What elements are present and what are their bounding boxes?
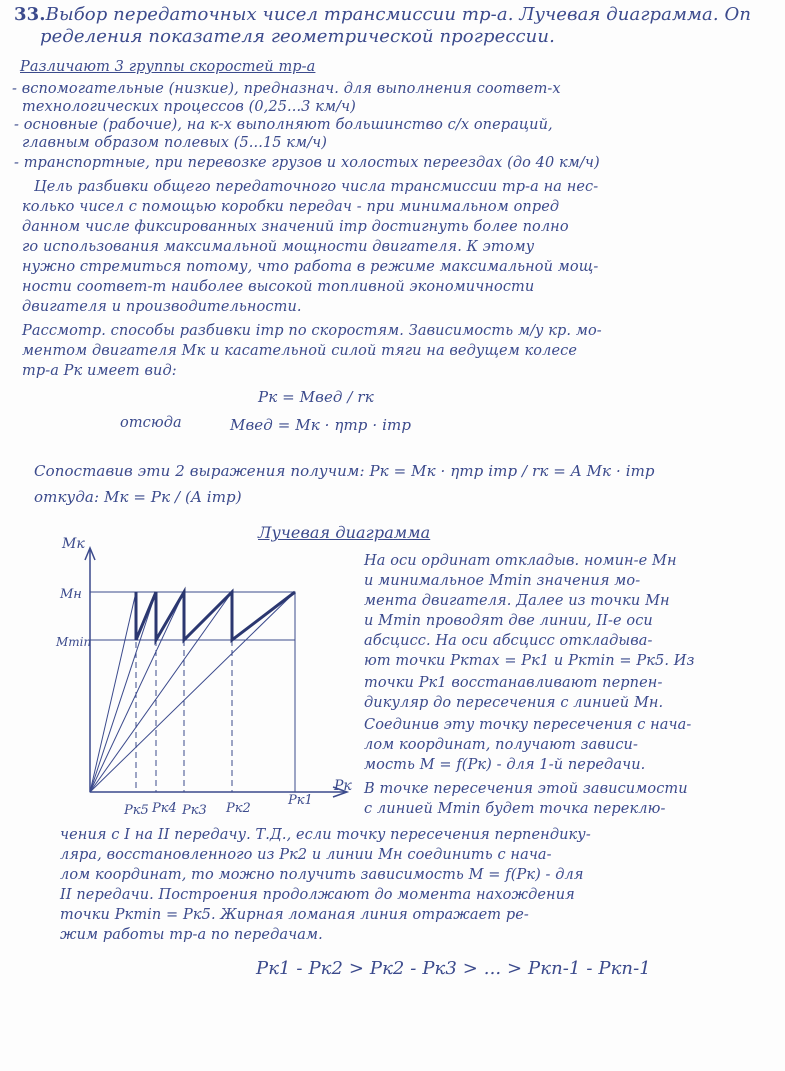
groups-item-1b: технологических процессов (0,25...3 км/ч) — [22, 99, 356, 115]
para2-line-3: тр-а Pк имеет вид: — [22, 363, 177, 379]
para1-line-4: го использования максимальной мощности двигателя. К этому — [22, 239, 535, 255]
y-tick-mmin: Mmin — [56, 635, 92, 649]
x-tick-pk3: Pк3 — [182, 803, 207, 818]
groups-title: Различают 3 группы скоростей тр-а — [20, 59, 316, 75]
para1-line-1: Цель разбивки общего передаточного числа трансмиссии тр-а на нес- — [34, 179, 599, 195]
side-line-11: мость M = f(Pк) - для 1-й передачи. — [364, 757, 646, 773]
formula-otsyuda: отсюда — [120, 415, 182, 431]
heading-text-1: Выбор передаточных чисел трансмиссии тр-а. Лучевая диаграмма. Оп — [45, 4, 752, 25]
y-tick-mn: Mн — [60, 587, 82, 602]
side-line-12: В точке пересечения этой зависимости — [364, 781, 688, 797]
para3-line-1: чения с I на II передачу. Т.Д., если точку пересечения перпендику- — [60, 827, 591, 843]
heading-line-1 — [14, 6, 751, 24]
ray-gear-1 — [90, 592, 295, 792]
para3-line-6: жим работы тр-а по передачам. — [60, 927, 323, 943]
side-line-6: ют точки Pкmax = Pк1 и Pкmin = Pк5. Из — [364, 653, 695, 669]
heading-line-2: ределения показателя геометрической прогрессии. — [40, 26, 555, 47]
diagram-title: Лучевая диаграмма — [258, 523, 431, 542]
para2-line-2: ментом двигателя Mк и касательной силой тяги на ведущем колесе — [22, 343, 578, 359]
para1-line-7: двигателя и производительности. — [22, 299, 302, 315]
groups-item-2: - основные (рабочие), на к-х выполняют большинство с/х операций, — [14, 117, 553, 133]
groups-item-2b: главным образом полевых (5...15 км/ч) — [22, 135, 328, 151]
para3-line-2: ляра, восстановленного из Pк2 и линии Mн соединить с нача- — [60, 847, 552, 863]
side-line-9: Соединив эту точку пересечения с нача- — [364, 717, 692, 733]
x-tick-pk1: Pк1 — [288, 793, 313, 808]
para1-line-2: колько чисел с помощью коробки передач - при минимальном опред — [22, 199, 560, 215]
formula-pk: Pк = Mвед / rк — [258, 388, 374, 406]
side-line-4: и Mmin проводят две линии, II-е оси — [364, 613, 653, 629]
ray-gear-2 — [90, 592, 232, 792]
formula-otkuda: откуда: Mк = Pк / (A iтр) — [34, 488, 242, 506]
para2-line-1: Рассмотр. способы разбивки iтр по скоростям. Зависимость м/у кр. мо- — [22, 323, 602, 339]
x-tick-pk4: Pк4 — [152, 801, 177, 816]
x-tick-pk2: Pк2 — [226, 801, 251, 816]
x-tick-pk5: Pк5 — [124, 803, 149, 818]
side-line-13: с линией Mmin будет точка переклю- — [364, 801, 666, 817]
groups-item-1: - вспомогательные (низкие), предназнач. для выполнения соответ-х — [12, 81, 561, 97]
side-line-5: абсцисс. На оси абсцисс откладыва- — [364, 633, 653, 649]
side-line-10: лом координат, получают зависи- — [364, 737, 638, 753]
formula-mved: Mвед = Mк · ηтр · iтр — [230, 416, 412, 434]
ray-diagram — [0, 530, 360, 830]
groups-item-3: - транспортные, при перевозке грузов и холостых переездах (до 40 км/ч) — [14, 155, 600, 171]
final-formula: Pк1 - Pк2 > Pк2 - Pк3 > ... > Pкn-1 - Pкn-1 — [256, 958, 651, 979]
y-axis-label: Mк — [62, 536, 85, 552]
side-line-8: дикуляр до пересечения с линией Mн. — [364, 695, 664, 711]
para1-line-5: нужно стремиться потому, что работа в режиме максимальной мощ- — [22, 259, 599, 275]
side-line-2: и минимальное Mmin значения мо- — [364, 573, 641, 589]
x-axis-label: Pк — [334, 778, 352, 794]
ray-gear-4 — [90, 592, 156, 792]
side-line-7: точки Pк1 восстанавливают перпен- — [364, 675, 663, 691]
para3-line-5: точки Pкmin = Pк5. Жирная ломаная линия отражает ре- — [60, 907, 529, 923]
para1-line-6: ности соответ-т наиболее высокой топливной экономичности — [22, 279, 535, 295]
para3-line-4: II передачи. Построения продолжают до момента нахождения — [60, 887, 575, 903]
para1-line-3: данном числе фиксированных значений iтр достигнуть более полно — [22, 219, 569, 235]
formula-combine: Сопоставив эти 2 выражения получим: Pк = Mк · ηтр iтр / rк = A Mк · iтр — [34, 462, 655, 480]
ray-gear-5 — [90, 592, 136, 792]
side-line-3: мента двигателя. Далее из точки Mн — [364, 593, 670, 609]
para3-line-3: лом координат, то можно получить зависимость M = f(Pк) - для — [60, 867, 584, 883]
side-line-1: На оси ординат откладыв. номин-е Mн — [364, 553, 677, 569]
question-number: 33. — [14, 4, 46, 25]
